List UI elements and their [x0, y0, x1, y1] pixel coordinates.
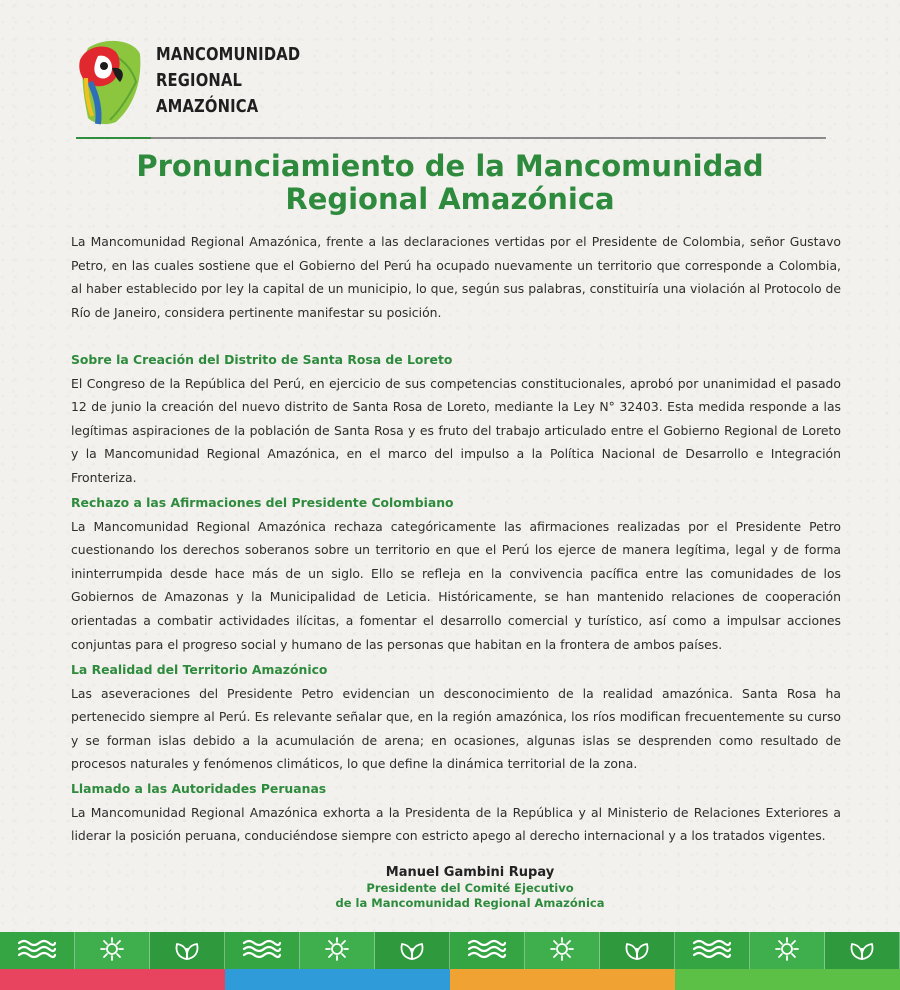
section-santa-rosa [71, 348, 841, 490]
sun-icon [315, 936, 359, 966]
footer-icon-strip [0, 932, 900, 969]
footer-tile [150, 932, 225, 969]
footer-tile [450, 932, 525, 969]
sun-icon [90, 936, 134, 966]
header-divider [76, 137, 826, 139]
section-heading: Rechazo a las Afirmaciones del Presidente Colombiano [71, 495, 454, 510]
footer-band [0, 932, 900, 990]
page-title [50, 150, 850, 216]
footer-color-bar [225, 969, 450, 990]
section-rechazo [71, 491, 841, 656]
section-paragraph: La Mancomunidad Regional Amazónica rechaza categóricamente las afirmaciones realizadas por el Presidente Petro cuestionando los derechos soberanos sobre un territorio en que el Perú los ejerce de manera legítima, legal y de forma ininterrumpida desde hace más de un siglo. Ello se refleja en la convivencia pacífica entre las comunidades de los Gobiernos de Amazonas y la Municipalidad de Leticia. Históricamente, se han mantenido relaciones de cooperación orientadas a combatir actividades ilícitas, a fomentar el desarrollo comercial y turístico, así como a impulsar acciones conjuntas para el progreso social y humano de las personas que habitan en la frontera de ambos países. [71, 518, 841, 652]
footer-tile [600, 932, 675, 969]
signatory-role-line-1: Presidente del Comité Ejecutivo [366, 881, 574, 895]
signature-block [270, 864, 670, 911]
page-title-line-1: Pronunciamiento de la Mancomunidad [136, 149, 764, 183]
section-paragraph: La Mancomunidad Regional Amazónica exhorta a la Presidenta de la República y al Ministerio de Relaciones Exteriores a liderar la posición peruana, conduciéndose siempre con estricto apego al derecho internacional y a los tratados vigentes. [71, 804, 841, 844]
section-paragraph: Las aseveraciones del Presidente Petro evidencian un desconocimiento de la realidad amazónica. Santa Rosa ha pertenecido siempre al Perú. Es relevante señalar que, en la región amazónica, los ríos modifican frecuentemente su curso y se forman islas debido a la acumulación de arena; en ocasiones, algunas islas se desprenden como resultado de procesos naturales y fenómenos climáticos, lo que define la dinámica territorial de la zona. [71, 685, 841, 772]
waves-icon [465, 936, 509, 966]
footer-tile [675, 932, 750, 969]
footer-tile [75, 932, 150, 969]
sun-icon [765, 936, 809, 966]
footer-tile [525, 932, 600, 969]
logo-line-1: MANCOMUNIDAD [156, 44, 301, 65]
logo-line-3: AMAZÓNICA [156, 96, 259, 117]
leaf-icon [390, 936, 434, 966]
header [76, 38, 826, 143]
section-heading: La Realidad del Territorio Amazónico [71, 662, 328, 677]
intro-paragraph: La Mancomunidad Regional Amazónica, frente a las declaraciones vertidas por el Presidente de Colombia, señor Gustavo Petro, en las cuales sostiene que el Gobierno del Perú ha ocupado nuevamente un territorio que corresponde a Colombia, al haber establecido por ley la capital de un municipio, lo que, según sus palabras, constituiría una violación al Protocolo de Río de Janeiro, considera pertinente manifestar su posición. [71, 234, 841, 320]
footer-color-bar [0, 969, 225, 990]
signatory-name: Manuel Gambini Rupay [385, 865, 555, 880]
page-title-line-2: Regional Amazónica [285, 182, 615, 216]
footer-color-bars [0, 969, 900, 990]
leaf-icon [840, 936, 884, 966]
macaw-logo-icon [76, 38, 144, 128]
waves-icon [15, 936, 59, 966]
leaf-icon [615, 936, 659, 966]
section-heading: Sobre la Creación del Distrito de Santa Rosa de Loreto [71, 352, 453, 367]
section-heading: Llamado a las Autoridades Peruanas [71, 781, 327, 796]
section-llamado [71, 777, 841, 848]
leaf-icon [165, 936, 209, 966]
signatory-role-line-2: de la Mancomunidad Regional Amazónica [335, 896, 605, 910]
section-paragraph: El Congreso de la República del Perú, en ejercicio de sus competencias constitucionales, aprobó por unanimidad el pasado 12 de junio la creación del nuevo distrito de Santa Rosa de Loreto, mediante la Ley N° 32403. Esta medida responde a las legítimas aspiraciones de la población de Santa Rosa y es fruto del trabajo articulado entre el Gobierno Regional de Loreto y la Mancomunidad Regional Amazónica, en el marco del impulso a la Política Nacional de Desarrollo e Integración Fronteriza. [71, 375, 841, 485]
footer-tile [825, 932, 900, 969]
logo-line-2: REGIONAL [156, 70, 243, 91]
footer-tile [0, 932, 75, 969]
section-realidad [71, 658, 841, 776]
waves-icon [690, 936, 734, 966]
footer-color-bar [450, 969, 675, 990]
logo-wordmark [156, 42, 300, 120]
sun-icon [540, 936, 584, 966]
footer-tile [750, 932, 825, 969]
waves-icon [240, 936, 284, 966]
footer-tile [375, 932, 450, 969]
footer-color-bar [675, 969, 900, 990]
footer-tile [225, 932, 300, 969]
footer-tile [300, 932, 375, 969]
